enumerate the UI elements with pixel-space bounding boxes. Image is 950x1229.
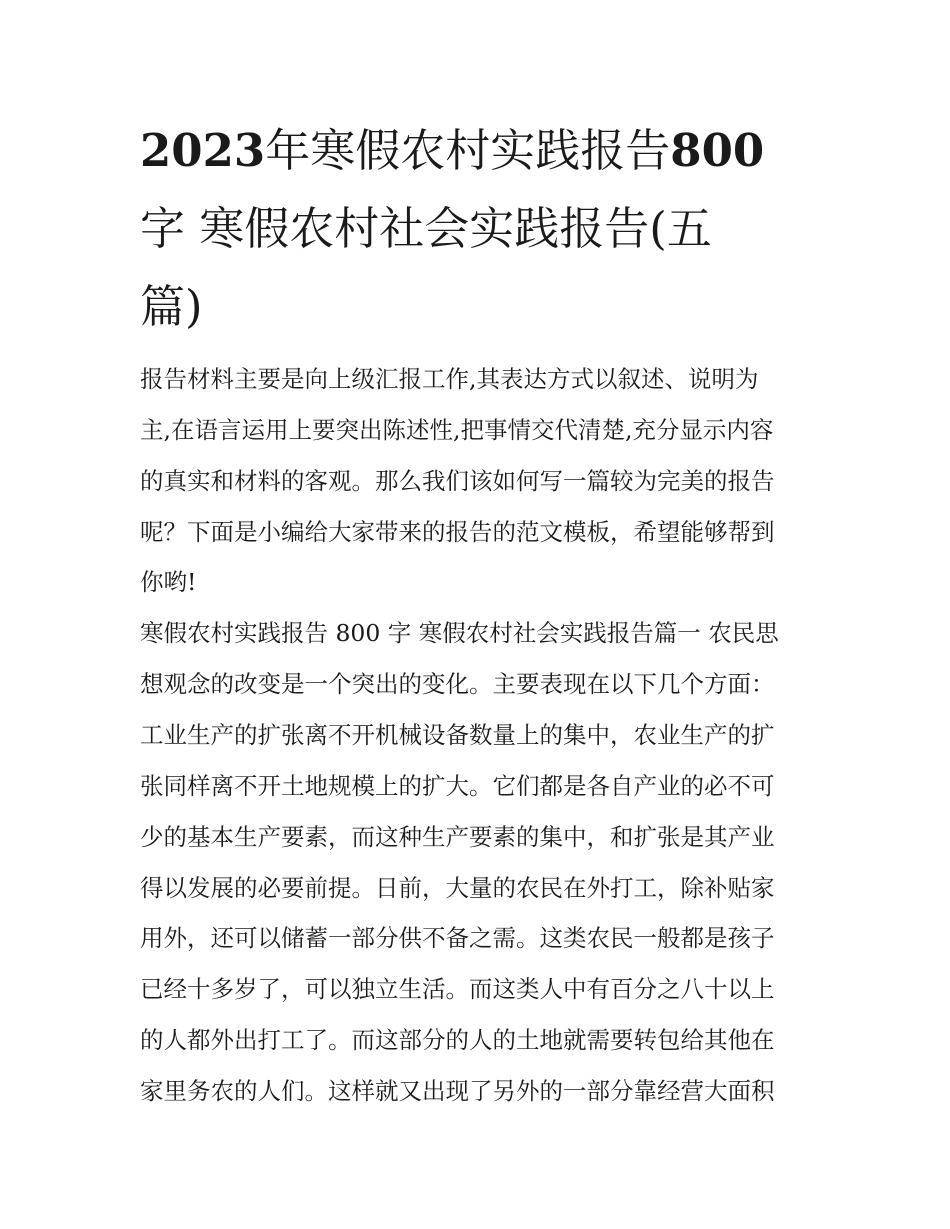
- body-line: 想观念的改变是一个突出的变化。主要表现在以下几个方面：: [140, 670, 775, 698]
- body-line: 得以发展的必要前提。日前，大量的农民在外打工，除补贴家: [140, 874, 775, 902]
- body-line: 少的基本生产要素，而这种生产要素的集中，和扩张是其产业: [140, 823, 775, 851]
- body-line: 用外，还可以储蓄一部分供不备之需。这类农民一般都是孩子: [140, 924, 775, 952]
- body-line: 已经十多岁了，可以独立生活。而这类人中有百分之八十以上: [140, 975, 775, 1003]
- body-line: 工业生产的扩张离不开机械设备数量上的集中，农业生产的扩: [140, 721, 775, 749]
- body-line: 的真实和材料的客观。那么我们该如何写一篇较为完美的报告: [140, 467, 775, 495]
- body-line: 家里务农的人们。这样就又出现了另外的一部分靠经营大面积: [140, 1077, 775, 1105]
- body-line: 主,在语言运用上要突出陈述性,把事情交代清楚,充分显示内容: [140, 416, 774, 444]
- body-line: 你哟!: [140, 568, 197, 596]
- title-year: 2023: [140, 124, 266, 177]
- body-line: 呢？下面是小编给大家带来的报告的范文模板，希望能够帮到: [140, 518, 775, 546]
- body-line: 报告材料主要是向上级汇报工作,其表达方式以叙述、说明为: [140, 365, 759, 393]
- body-line: 的人都外出打工了。而这部分的人的土地就需要转包给其他在: [140, 1026, 775, 1054]
- title-line-3: 篇): [140, 280, 203, 333]
- title-line-2: 字 寒假农村社会实践报告(五: [140, 202, 712, 255]
- title-text-1: 年寒假农村实践报告: [265, 124, 671, 177]
- body-line: 张同样离不开土地规模上的扩大。它们都是各自产业的必不可: [140, 772, 775, 800]
- body-line: 寒假农村实践报告 800 字 寒假农村社会实践报告篇一 农民思: [140, 619, 779, 647]
- title-count: 800: [670, 124, 765, 177]
- title-line-1: [140, 124, 820, 177]
